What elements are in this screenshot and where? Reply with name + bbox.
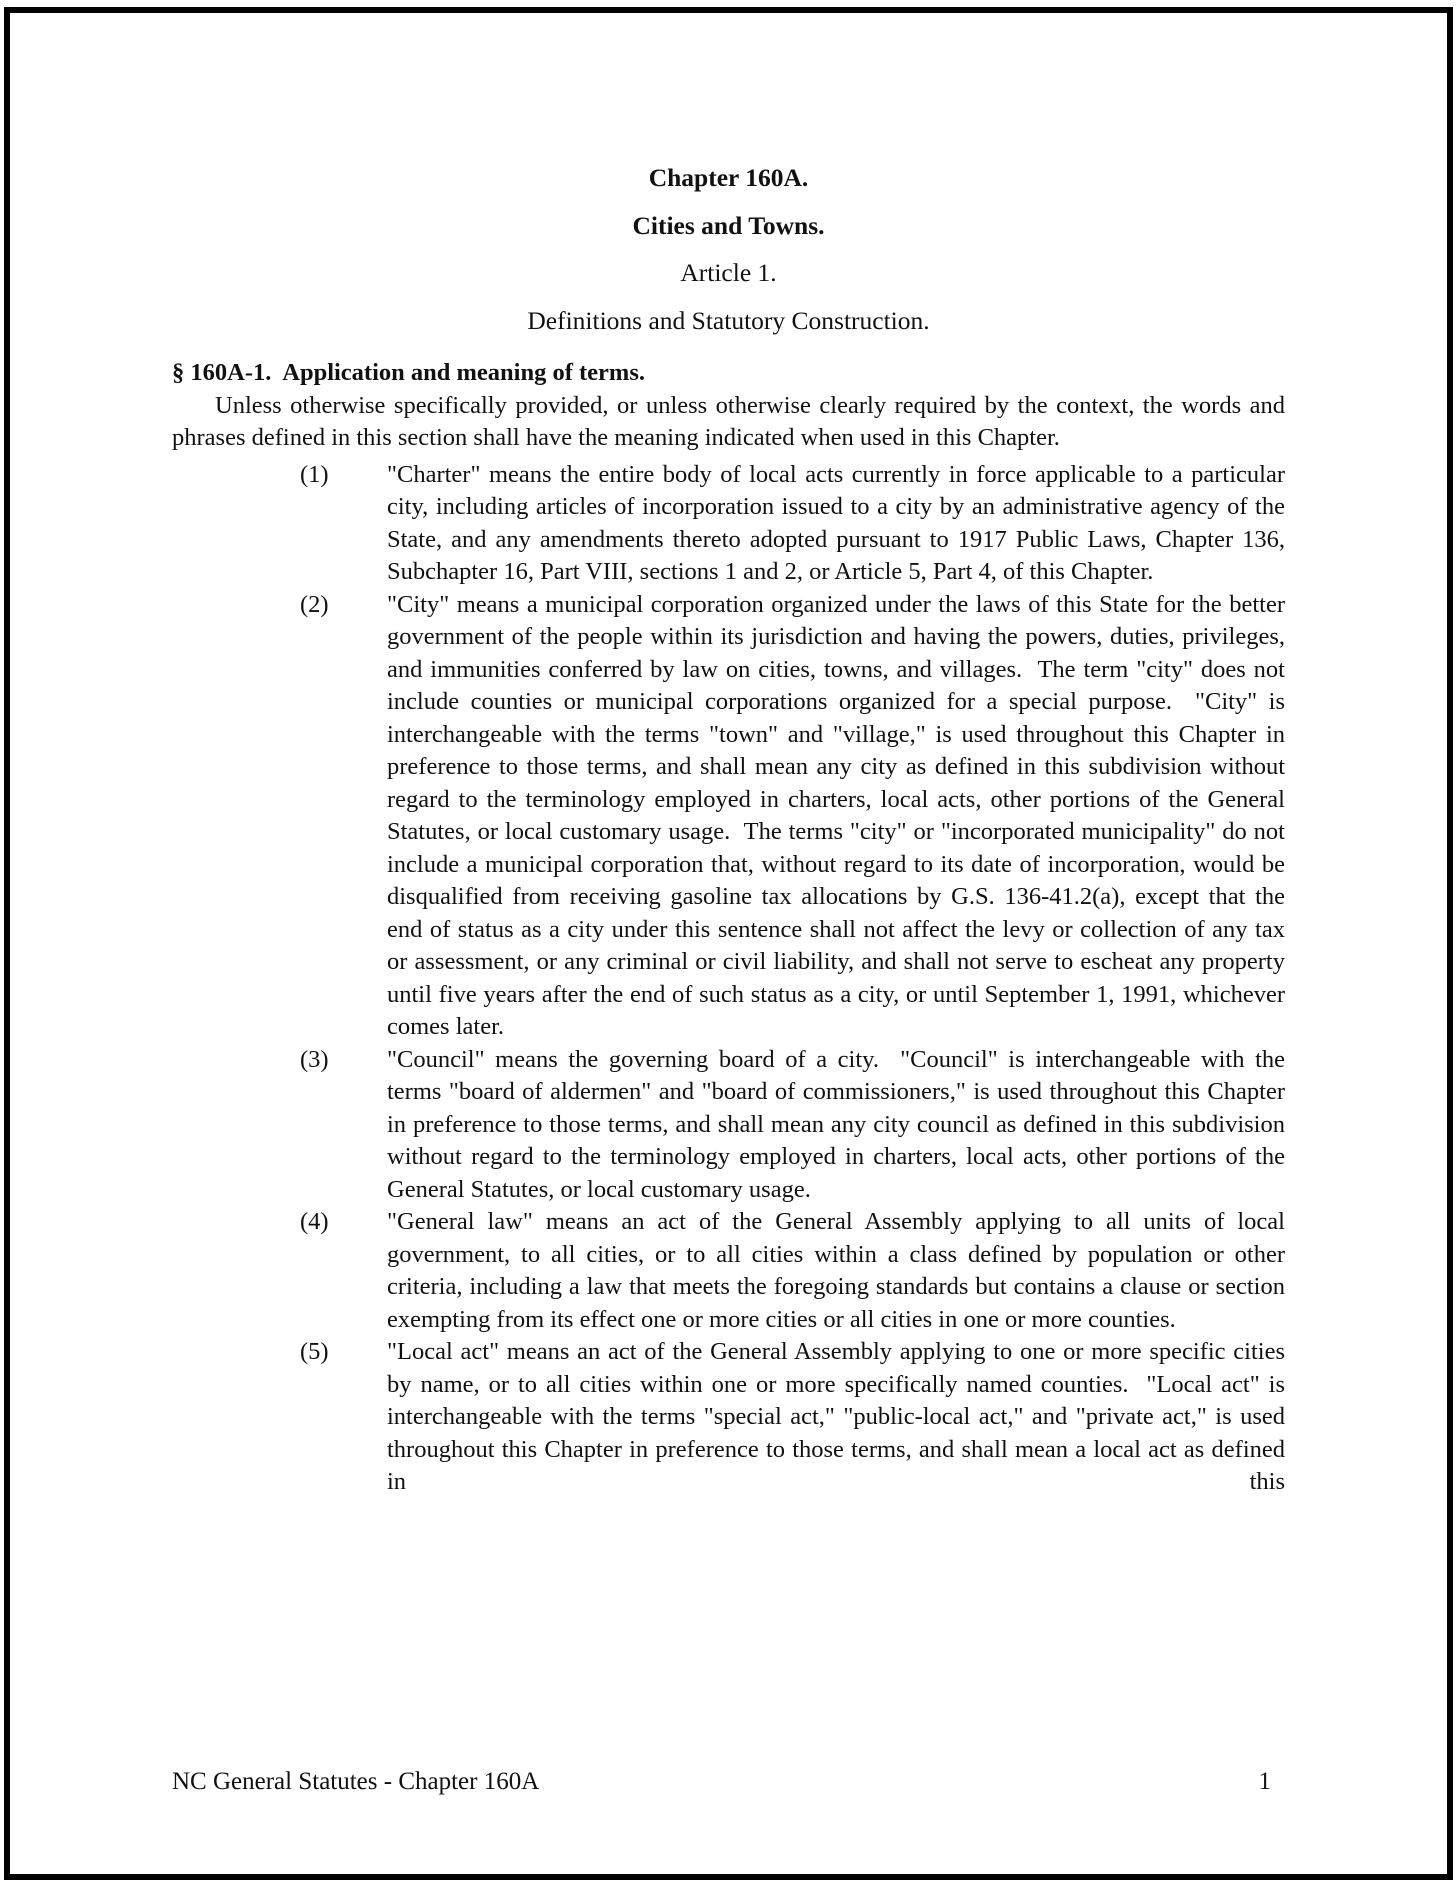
footer-title: NC General Statutes - Chapter 160A xyxy=(172,1768,540,1795)
list-item xyxy=(172,1044,1285,1207)
item-text: "General law" means an act of the General Assembly applying to all units of local government, to all cities, or to all cities within a class defined by population or other criteria, including a law that meets the foregoing standards but contains a clause or section exempting from its effect one or more cities or all cities in one or more counties. xyxy=(387,1208,1285,1333)
item-number: (3) xyxy=(300,1045,329,1073)
section-heading: § 160A-1. Application and meaning of terms. xyxy=(172,359,646,386)
list-item xyxy=(172,1206,1285,1336)
chapter-heading: Chapter 160A. xyxy=(648,163,809,192)
intro-paragraph: Unless otherwise specifically provided, or unless otherwise clearly required by the context, the words and phrases defined in this section shall have the meaning indicated when used in this Chapter. xyxy=(172,391,1285,451)
list-item xyxy=(172,1336,1285,1499)
item-number: (2) xyxy=(300,590,329,618)
item-number: (4) xyxy=(300,1208,329,1235)
page-footer xyxy=(172,1766,1285,1799)
page-content xyxy=(172,162,1285,1499)
page-number: 1 xyxy=(1258,1768,1271,1795)
list-item xyxy=(172,589,1285,1044)
item-text: "City" means a municipal corporation organized under the laws of this State for the better government of the people within its jurisdiction and having the powers, duties, privileges, and immunities conferred by law on cities, towns, and villages. The term "city" does not include counties or municipal corporations organized for a special purpose. "City" is interchangeable with the terms "town" and "village," is used throughout this Chapter in preference to those terms, and shall mean any city as defined in this subdivision without regard to the terminology employed in charters, local acts, other portions of the General Statutes, or local customary usage. The terms "city" or "incorporated municipality" do not include a municipal corporation that, without regard to its date of incorporation, would be disqualified from receiving gasoline tax allocations by G.S. 136-41.2(a), except that the end of status as a city under this sentence shall not affect the levy or collection of any tax or assessment, or any criminal or civil liability, and shall not serve to escheat any property until five years after the end of such status as a city, or until September 1, 1991, whichever comes later. xyxy=(387,590,1285,1040)
list-item xyxy=(172,459,1285,589)
item-text: "Charter" means the entire body of local acts currently in force applicable to a particular city, including articles of incorporation issued to a city by an administrative agency of the State, and any amendments thereto adopted pursuant to 1917 Public Laws, Chapter 136, Subchapter 16, Part VIII, sections 1 and 2, or Article 5, Part 4, of this Chapter. xyxy=(387,460,1285,585)
definitions-list xyxy=(172,459,1285,1499)
item-text: "Council" means the governing board of a city. "Council" is interchangeable with the terms "board of aldermen" and "board of commissioners," is used throughout this Chapter in preference to those terms, and shall mean any city council as defined in this subdivision without regard to the terminology employed in charters, local acts, other portions of the General Statutes, or local customary usage. xyxy=(387,1045,1285,1203)
chapter-subtitle: Cities and Towns. xyxy=(632,210,825,240)
item-number: (1) xyxy=(300,460,329,488)
article-heading: Article 1. xyxy=(680,258,777,287)
article-subtitle: Definitions and Statutory Construction. xyxy=(527,305,930,335)
item-text: "Local act" means an act of the General Assembly applying to one or more specific cities by name, or to all cities within one or more specifically named counties. "Local act" is interchangeable with the terms "special act," "public-local act," and "private act," is used throughout this Chapter in preference to those terms, and shall mean a local act as defined in this xyxy=(387,1338,1285,1495)
item-number: (5) xyxy=(300,1338,329,1365)
